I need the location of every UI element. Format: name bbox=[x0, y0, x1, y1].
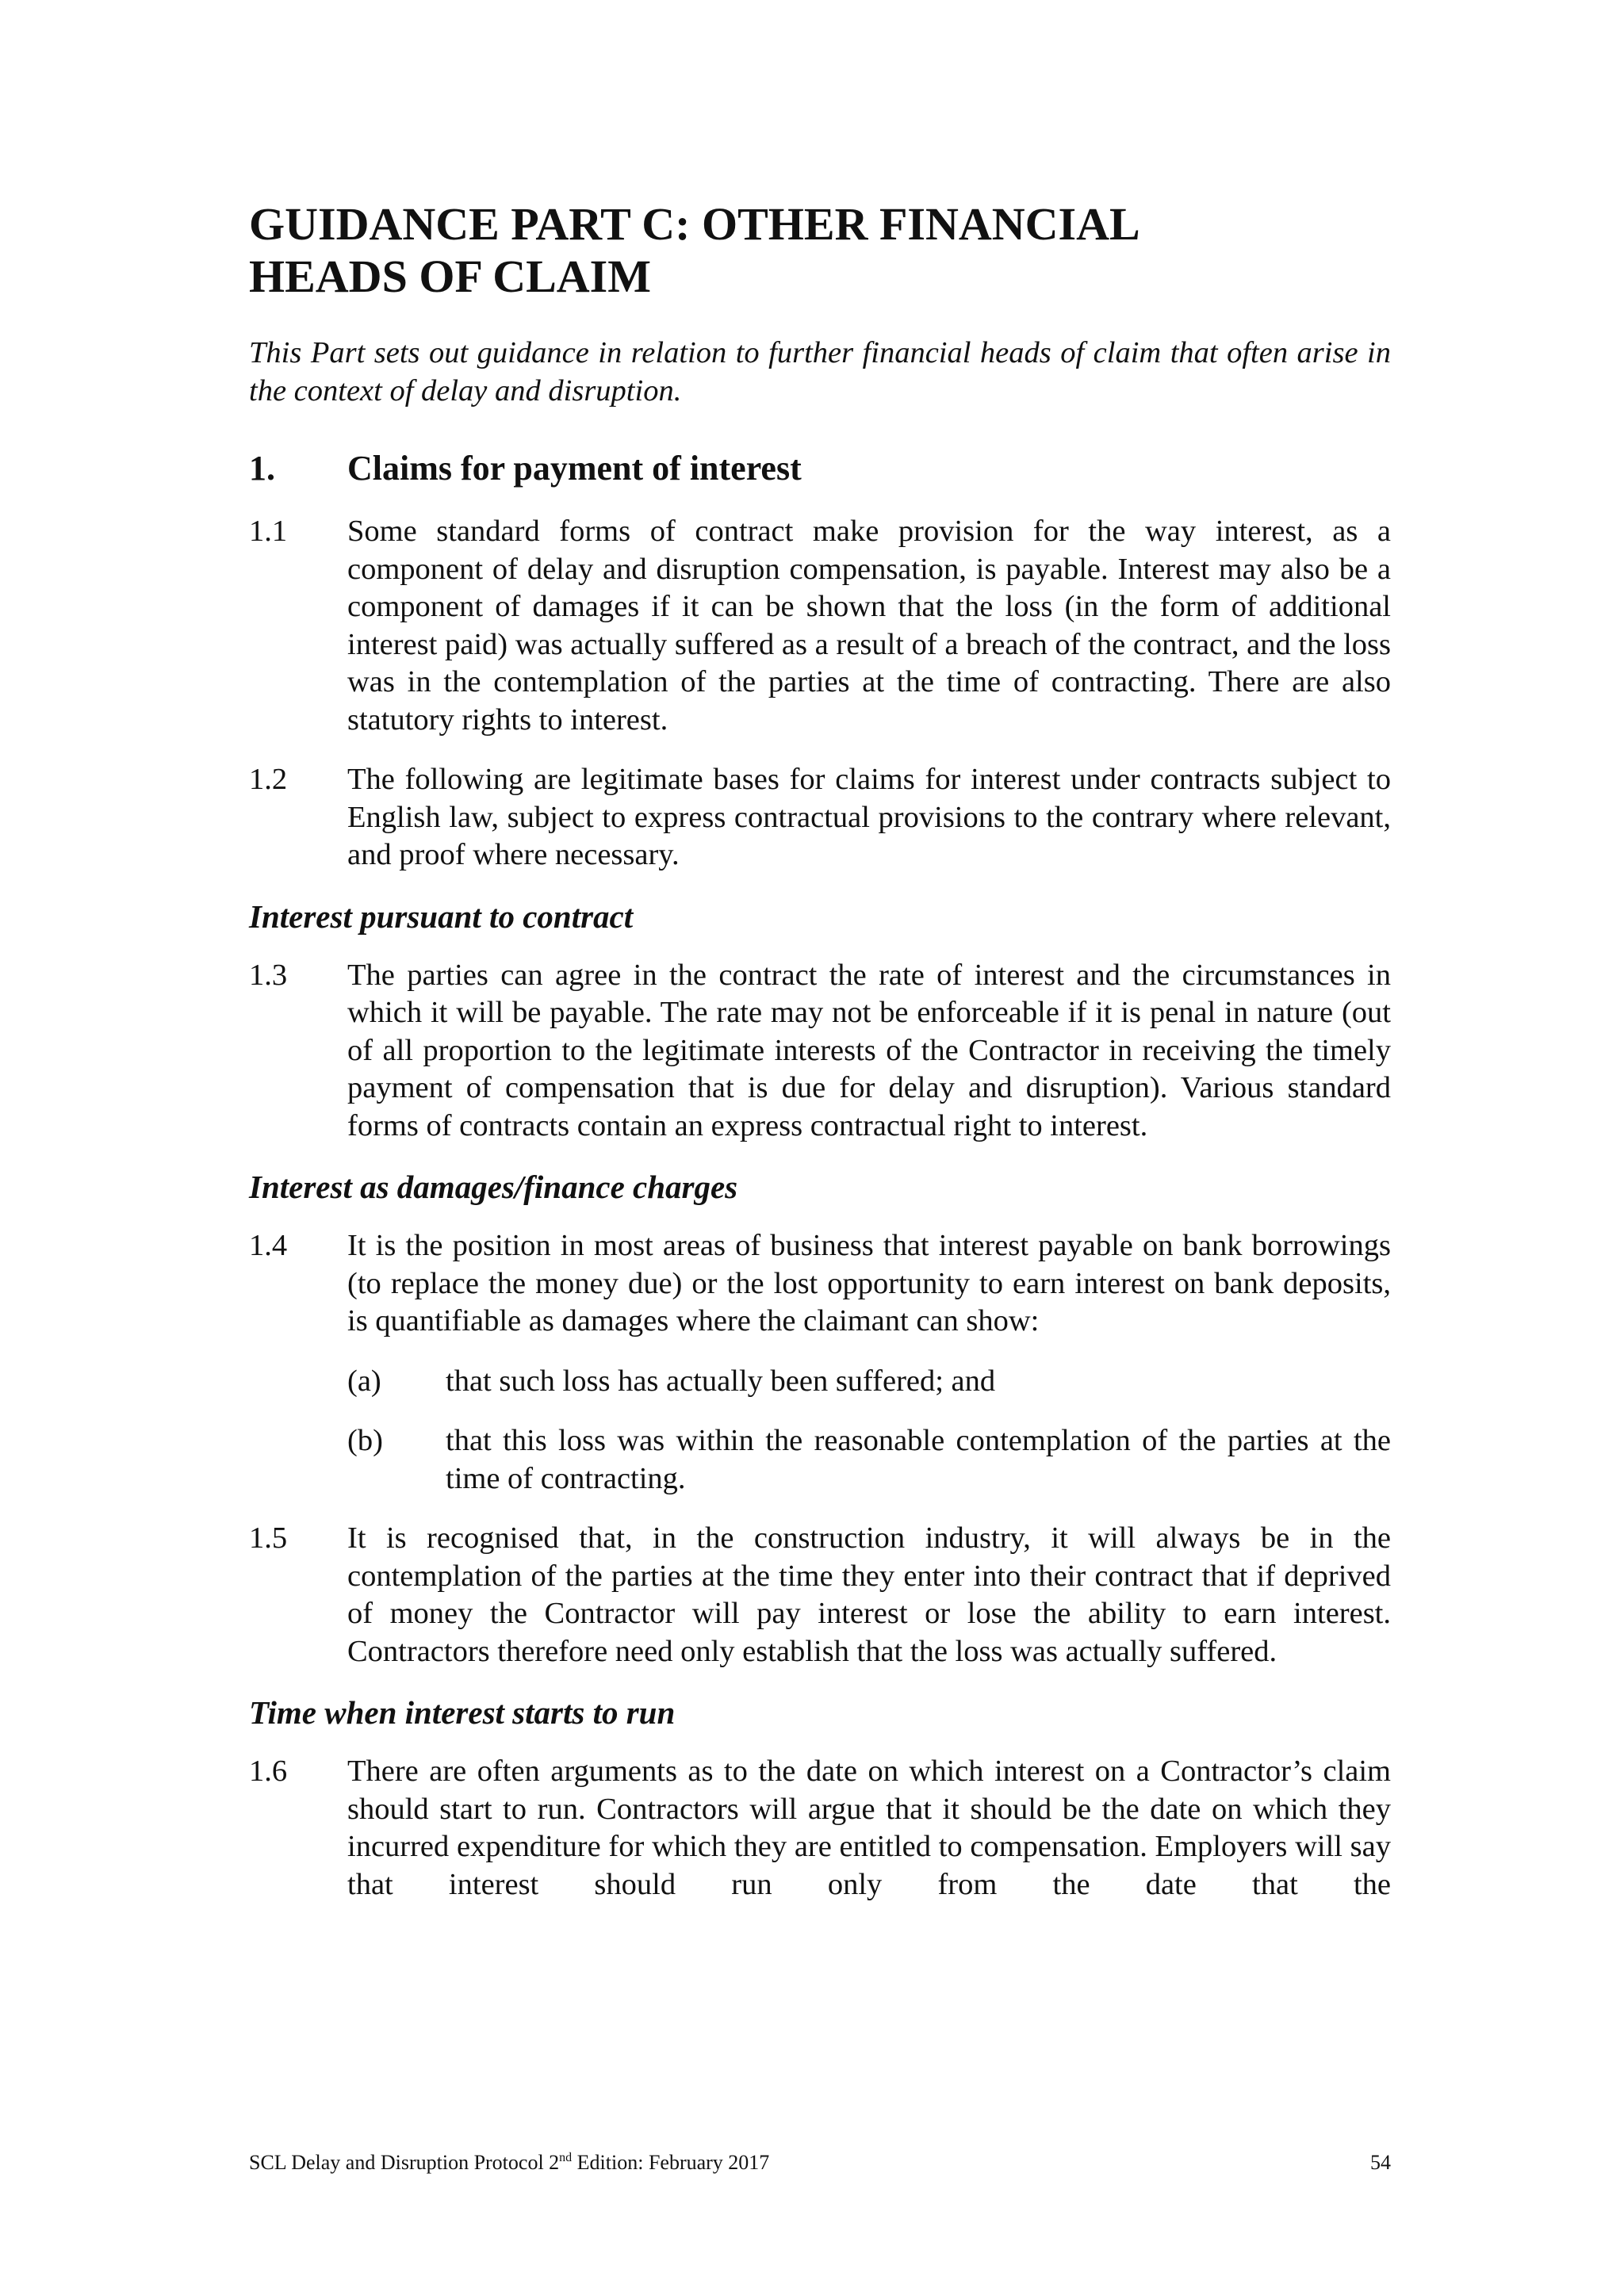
paragraph-text: There are often arguments as to the date on which interest on a Contractor’s claim should start to run. Contractors will argue that it should be the date on which they incurred expenditure for which they are entitled to compensation. Employers will say that interest should run only from the date that the bbox=[347, 1755, 1391, 1901]
paragraph-1-1 bbox=[249, 513, 1391, 739]
subparagraph-label: (a) bbox=[347, 1364, 381, 1398]
section-title: Claims for payment of interest bbox=[347, 449, 802, 488]
paragraph-1-4 bbox=[249, 1227, 1391, 1341]
subparagraph-b bbox=[347, 1422, 1391, 1498]
paragraph-1-6 bbox=[249, 1753, 1391, 1904]
intro-text: This Part sets out guidance in relation to further financial heads of claim that often arise in the context of delay and disruption. bbox=[249, 336, 1391, 408]
subparagraph-label: (b) bbox=[347, 1424, 383, 1457]
paragraph-text: It is recognised that, in the construction industry, it will always be in the contemplation of the parties at the time they enter into their contract that if deprived of money the Contractor will pay interest or lose the ability to earn interest. Contractors therefore need only establish that the loss was actually suffered. bbox=[347, 1521, 1391, 1668]
footer-title-superscript: nd bbox=[559, 2151, 573, 2164]
paragraph-number: 1.3 bbox=[249, 958, 288, 992]
subheading-interest-as-damages: Interest as damages/finance charges bbox=[249, 1169, 738, 1205]
paragraph-number: 1.2 bbox=[249, 763, 288, 796]
page-number: 54 bbox=[1370, 2151, 1391, 2174]
page-content bbox=[249, 198, 1391, 1926]
paragraph-text: The following are legitimate bases for claims for interest under contracts subject to English law, subject to express contractual provisions to the contrary where relevant, and proof where necessary. bbox=[347, 763, 1391, 871]
paragraph-1-3 bbox=[249, 957, 1391, 1146]
subparagraph-text: that this loss was within the reasonable contemplation of the parties at the time of contracting. bbox=[446, 1424, 1391, 1495]
paragraph-number: 1.1 bbox=[249, 515, 288, 548]
paragraph-text: The parties can agree in the contract the rate of interest and the circumstances in which it will be payable. The rate may not be enforceable if it is penal in nature (out of all proportion to the legitimate interests of the Contractor in receiving the timely payment of compensation that is due for delay and disruption). Various standard forms of contracts contain an express contractual right to interest. bbox=[347, 958, 1391, 1142]
paragraph-number: 1.4 bbox=[249, 1229, 288, 1262]
paragraph-text: It is the position in most areas of business that interest payable on bank borrowings (to replace the money due) or the lost opportunity to earn interest on bank deposits, is quantifiable as damages where the claimant can show: bbox=[347, 1229, 1391, 1337]
page-title: GUIDANCE PART C: OTHER FINANCIAL HEADS OF CLAIM bbox=[249, 198, 1138, 302]
paragraph-1-2 bbox=[249, 761, 1391, 874]
subparagraph-a bbox=[347, 1363, 1391, 1401]
footer-title-suffix: Edition: February 2017 bbox=[572, 2151, 770, 2174]
section-number: 1. bbox=[249, 449, 275, 488]
paragraph-text: Some standard forms of contract make provision for the way interest, as a component of delay and disruption compensation, is payable. Interest may also be a component of damages if it can be shown that the loss (in the form of additional interest paid) was actually suffered as a result of a breach of the contract, and the loss was in the contemplation of the parties at the time of contracting. There are also statutory rights to interest. bbox=[347, 515, 1391, 737]
paragraph-1-5 bbox=[249, 1520, 1391, 1670]
section-heading bbox=[249, 448, 1391, 489]
page-footer bbox=[249, 2150, 1391, 2175]
footer-title-prefix: SCL Delay and Disruption Protocol 2 bbox=[249, 2151, 560, 2174]
subparagraph-text: that such loss has actually been suffered; and bbox=[446, 1364, 996, 1398]
subheading-interest-pursuant-to-contract: Interest pursuant to contract bbox=[249, 897, 634, 935]
paragraph-number: 1.6 bbox=[249, 1755, 288, 1788]
subheading-time-interest-starts: Time when interest starts to run bbox=[249, 1694, 676, 1731]
footer-document-title bbox=[249, 2150, 769, 2175]
paragraph-number: 1.5 bbox=[249, 1521, 288, 1555]
